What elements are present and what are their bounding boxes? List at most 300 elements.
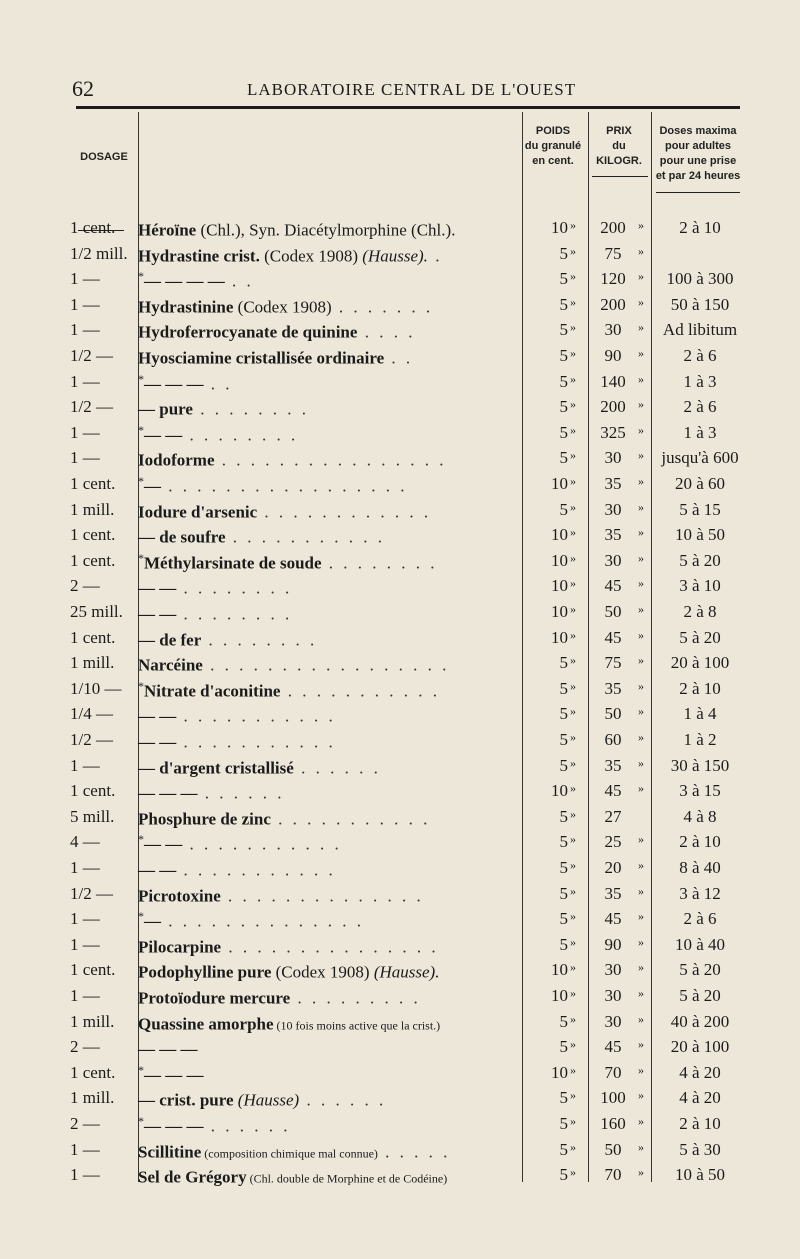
poids-cell: 5: [559, 1139, 568, 1159]
poids-ditto-mark: »: [570, 576, 576, 591]
table-row: [70, 218, 744, 244]
prix-ditto-mark: »: [638, 243, 644, 258]
product-name: — —: [144, 425, 183, 445]
product-name-cell: [138, 1037, 516, 1060]
poids-ditto-mark: »: [570, 243, 576, 258]
table-row: [70, 1088, 744, 1114]
product-name-cell: [138, 1088, 516, 1111]
poids-ditto-mark: »: [570, 806, 576, 821]
prix-cell: 200: [600, 218, 626, 237]
product-name-cell: [138, 1165, 516, 1188]
asterisk-mark: *: [138, 371, 144, 386]
leader-dots: . . . . . . . . . . .: [176, 732, 336, 752]
product-name: Hydrastine crist.: [138, 246, 260, 266]
leader-dots: . . . . . . .: [331, 297, 434, 317]
product-name-cell: [138, 525, 516, 548]
dosage-cell: 1 mill.: [70, 499, 115, 519]
dosage-cell: 1 cent.: [70, 781, 116, 801]
name-italic: (Hausse).: [373, 963, 440, 983]
table-row: [70, 909, 744, 935]
product-name-cell: [138, 679, 516, 702]
dosage-cell: 25 mill.: [70, 602, 123, 621]
prix-cell: 30: [604, 1011, 622, 1031]
poids-header-line1: POIDS: [535, 125, 571, 137]
product-name-cell: [138, 986, 516, 1009]
leader-dots: . . . . . . . .: [321, 553, 438, 573]
doses-cell: 30 à 150: [670, 755, 730, 775]
prix-cell: 45: [604, 909, 622, 929]
product-name: — — —: [144, 374, 204, 394]
dosage-cell: 2 —: [70, 1037, 100, 1057]
poids-cell: 5: [559, 269, 568, 289]
name-note: (composition chimique mal connue): [201, 1146, 378, 1161]
table-row: [70, 832, 744, 858]
doses-cell: 1 à 3: [683, 371, 717, 391]
poids-ditto-mark: »: [570, 320, 576, 335]
poids-ditto-mark: »: [570, 525, 576, 540]
dosage-cell: 1 —: [70, 909, 100, 929]
product-name-cell: [138, 269, 516, 292]
doses-cell: 3 à 10: [679, 576, 721, 596]
poids-cell: 5: [559, 294, 568, 314]
prix-cell: 30: [604, 960, 622, 980]
product-name-cell: [138, 960, 516, 983]
doses-cell: 2 à 6: [683, 909, 717, 929]
dosage-cell: 1/4 —: [70, 704, 113, 724]
product-name: — — —: [144, 1065, 204, 1085]
dosage-cell: 1/10 —: [70, 678, 122, 698]
asterisk-mark: *: [138, 269, 144, 284]
prix-ditto-mark: »: [638, 269, 644, 284]
asterisk-mark: *: [138, 678, 144, 693]
doses-cell: 20 à 60: [674, 474, 726, 493]
product-name-cell: [138, 448, 516, 471]
prix-cell: 70: [604, 1165, 622, 1185]
product-name: — — —: [138, 783, 198, 803]
dosage-cell: 2 —: [70, 576, 100, 596]
prix-cell: 200: [600, 397, 626, 417]
asterisk-mark: *: [138, 474, 144, 488]
prix-cell: 100: [600, 1088, 626, 1108]
doses-cell: 3 à 15: [679, 781, 721, 801]
table-row: [70, 244, 744, 270]
poids-ditto-mark: »: [570, 474, 576, 488]
prix-cell: 60: [604, 730, 622, 749]
doses-cell: 2 à 10: [679, 678, 721, 698]
prix-ditto-mark: »: [638, 576, 644, 591]
product-name-cell: [138, 500, 516, 523]
poids-cell: 5: [559, 371, 568, 391]
table-row: [70, 448, 744, 474]
dosage-cell: 1 —: [70, 448, 100, 468]
dosage-cell: 1 —: [70, 422, 100, 442]
column-header-doses: [652, 124, 744, 184]
poids-ditto-mark: »: [570, 730, 576, 744]
product-name-cell: [138, 653, 516, 676]
prix-ditto-mark: »: [638, 1139, 644, 1154]
poids-ditto-mark: »: [570, 602, 576, 616]
poids-ditto-mark: »: [570, 883, 576, 898]
dosage-cell: 2 —: [70, 1114, 100, 1133]
prix-cell: 45: [604, 781, 622, 801]
table-row: [70, 474, 744, 500]
doses-header-line2: pour adultes: [664, 140, 731, 152]
product-name: — —: [138, 579, 177, 599]
prix-ditto-mark: »: [638, 1088, 644, 1103]
doses-cell: 2 à 10: [679, 218, 721, 237]
poids-cell: 5: [559, 806, 568, 826]
prix-ditto-mark: »: [638, 858, 644, 872]
prix-ditto-mark: »: [638, 448, 644, 463]
prix-ditto-mark: »: [638, 525, 644, 540]
poids-cell: 10: [551, 474, 568, 493]
prix-header-line1: PRIX: [606, 125, 632, 137]
product-name: Scillitine: [138, 1142, 202, 1162]
poids-cell: 5: [559, 448, 568, 468]
product-name-cell: [138, 807, 516, 830]
dosage-cell: 1/2 —: [70, 883, 113, 903]
doses-header-line1: Doses maxima: [659, 125, 737, 137]
poids-ditto-mark: »: [570, 627, 576, 642]
product-name-cell: [138, 858, 516, 881]
product-name-cell: [138, 218, 516, 241]
table-row: [70, 500, 744, 526]
prix-ditto-mark: »: [638, 422, 644, 437]
poids-ditto-mark: »: [570, 1011, 576, 1026]
prix-cell: 30: [604, 320, 622, 340]
table-row: [70, 858, 744, 884]
dosage-cell: 1/2 —: [70, 346, 113, 365]
prix-ditto-mark: »: [638, 832, 644, 847]
poids-ditto-mark: »: [570, 832, 576, 847]
prix-cell: 200: [600, 294, 626, 314]
leader-dots: . . . . .: [377, 1142, 451, 1162]
product-name: — —: [144, 835, 183, 855]
table-row: [70, 320, 744, 346]
table-row: [70, 1037, 744, 1063]
poids-cell: 5: [559, 243, 568, 263]
product-name: Hyosciamine cristallisée ordinaire: [138, 348, 385, 368]
name-extra: (Codex 1908): [233, 297, 332, 317]
product-name-cell: [138, 551, 516, 574]
running-title: LABORATOIRE CENTRAL DE L'OUEST: [247, 80, 577, 99]
product-name: Sel de Grégory: [138, 1167, 247, 1187]
prix-ditto-mark: »: [638, 397, 644, 412]
table-row: [70, 1140, 744, 1166]
leader-dots: . .: [384, 348, 414, 368]
poids-ditto-mark: »: [570, 218, 576, 232]
page-header: [72, 74, 742, 104]
product-name: Narcéine: [138, 655, 203, 675]
prix-cell: 30: [604, 986, 622, 1005]
product-name: — de fer: [138, 630, 202, 650]
poids-ditto-mark: »: [570, 704, 576, 719]
doses-cell: 20 à 100: [670, 653, 730, 673]
product-name-cell: [138, 909, 516, 932]
table-row: [70, 295, 744, 321]
product-name-cell: [138, 372, 516, 395]
prix-ditto-mark: »: [638, 704, 644, 719]
product-name: — d'argent cristallisé: [138, 758, 294, 778]
product-name: — — —: [144, 1116, 204, 1136]
product-name: — —: [138, 604, 177, 624]
table-row: [70, 346, 744, 372]
product-name: Pilocarpine: [138, 937, 222, 957]
prix-cell: 50: [604, 704, 622, 724]
product-name-cell: [138, 602, 516, 625]
dosage-cell: 1 —: [70, 1139, 100, 1159]
product-name: —: [144, 476, 161, 496]
prix-cell: 90: [604, 346, 622, 365]
prix-cell: 27: [604, 806, 622, 826]
leader-dots: . .: [224, 271, 254, 291]
product-name: — — — —: [144, 271, 225, 291]
prix-ditto-mark: »: [638, 371, 644, 386]
doses-cell: 3 à 12: [679, 883, 721, 903]
table-row: [70, 372, 744, 398]
dosage-cell: 1 —: [70, 269, 100, 289]
doses-cell: 2 à 6: [683, 397, 717, 417]
prix-ditto-mark: »: [638, 781, 644, 796]
poids-cell: 5: [559, 422, 568, 442]
poids-cell: 5: [559, 704, 568, 724]
product-name-cell: [138, 474, 516, 497]
product-name-cell: [138, 1063, 516, 1086]
poids-cell: 10: [551, 550, 568, 570]
leader-dots: . . . . . . . . . . .: [270, 809, 431, 829]
dosage-cell: 1 cent.: [70, 627, 116, 647]
top-rule: [76, 106, 740, 109]
poids-cell: 5: [559, 730, 568, 749]
doses-header-line4: et par 24 heures: [655, 170, 741, 182]
dosage-cell: 1/2 —: [70, 397, 113, 417]
leader-dots: . . . . . . . . . . . .: [257, 502, 432, 522]
dosage-cell: 1 mill.: [70, 1088, 115, 1108]
product-name: — —: [138, 707, 177, 727]
prix-cell: 160: [600, 1114, 626, 1133]
table-row: [70, 1114, 744, 1140]
product-name: — — —: [138, 1039, 198, 1059]
leader-dots: . . . . . . . . . . .: [176, 860, 336, 880]
poids-cell: 10: [551, 525, 568, 545]
doses-cell: 2 à 10: [679, 832, 721, 852]
product-name: —: [144, 911, 161, 931]
prix-ditto-mark: »: [638, 550, 644, 565]
product-name-cell: [138, 704, 516, 727]
table-row: [70, 602, 744, 628]
dosage-cell: 1 —: [70, 934, 100, 954]
asterisk-mark: *: [138, 1062, 144, 1077]
name-italic: (Hausse).: [362, 246, 428, 266]
product-name-cell: [138, 935, 516, 958]
leader-dots: . . . . . .: [299, 1091, 387, 1111]
poids-cell: 5: [559, 934, 568, 954]
table-row: [70, 730, 744, 756]
prix-cell: 45: [604, 1037, 622, 1057]
prix-ditto-mark: »: [638, 934, 644, 949]
dosage-cell: 1 cent.: [70, 525, 116, 545]
dosage-header-label: DOSAGE: [80, 151, 128, 163]
poids-ditto-mark: »: [570, 448, 576, 463]
prix-ditto-mark: »: [638, 320, 644, 335]
asterisk-mark: *: [138, 1114, 144, 1128]
prix-ditto-mark: »: [638, 1011, 644, 1026]
product-name: Protoïodure mercure: [138, 988, 291, 1008]
doses-cell: 10 à 40: [674, 934, 726, 954]
doses-cell: 8 à 40: [679, 858, 721, 877]
leader-dots: . . . . . . . . . . . . . . . .: [214, 451, 447, 471]
product-name: — —: [138, 732, 177, 752]
page-number: 62: [72, 76, 94, 101]
leader-dots: . . . . . . . . . . .: [225, 527, 386, 547]
prix-ditto-mark: »: [638, 1062, 644, 1077]
product-name: — de soufre: [138, 527, 226, 547]
poids-ditto-mark: »: [570, 269, 576, 284]
doses-cell: 100 à 300: [666, 269, 734, 289]
poids-ditto-mark: »: [570, 1088, 576, 1103]
prix-ditto-mark: »: [638, 294, 644, 309]
doses-cell: 4 à 20: [679, 1062, 721, 1082]
table-row: [70, 884, 744, 910]
prix-cell: 90: [604, 934, 622, 954]
dosage-cell: 1 —: [70, 858, 100, 877]
poids-cell: 5: [559, 499, 568, 519]
prix-ditto-mark: »: [638, 218, 644, 232]
leader-dots: . . . . . . . . . . . . . . . . .: [202, 655, 450, 675]
product-name: Hydroferrocyanate de quinine: [138, 323, 358, 343]
poids-cell: 5: [559, 678, 568, 698]
prix-cell: 75: [604, 653, 622, 673]
poids-ditto-mark: »: [570, 294, 576, 309]
leader-dots: . . . . . . . . . . . . . .: [161, 911, 364, 931]
name-extra: (Codex 1908): [259, 246, 363, 266]
prix-ditto-mark: »: [638, 986, 644, 1000]
poids-ditto-mark: »: [570, 397, 576, 412]
product-name: Hydrastinine: [138, 297, 234, 317]
prix-cell: 30: [604, 448, 622, 468]
doses-cell: 50 à 150: [670, 294, 730, 314]
doses-cell: 20 à 100: [670, 1037, 730, 1057]
table-row: [70, 704, 744, 730]
product-name-cell: [138, 781, 516, 804]
product-name-cell: [138, 295, 516, 318]
doses-cell: 5 à 15: [679, 499, 721, 519]
poids-header-line2: du granulé: [524, 140, 582, 152]
poids-ditto-mark: »: [570, 371, 576, 386]
dosage-cell: 1 —: [70, 371, 100, 391]
prix-cell: 30: [604, 550, 622, 570]
product-name-cell: [138, 628, 516, 651]
prix-cell: 35: [604, 474, 622, 493]
product-name-cell: [138, 320, 516, 343]
doses-cell: 1 à 3: [683, 422, 717, 442]
poids-cell: 10: [551, 602, 568, 621]
leader-dots: . . . . . .: [203, 1116, 291, 1136]
product-name: — crist. pure: [138, 1091, 234, 1111]
leader-dots: . . . . . . . .: [182, 425, 299, 445]
prix-ditto-mark: »: [638, 909, 644, 924]
poids-header-line3: en cent.: [532, 155, 574, 167]
asterisk-mark: *: [138, 909, 144, 924]
doses-underline: [656, 192, 740, 193]
poids-ditto-mark: »: [570, 755, 576, 770]
product-name: Quassine amorphe: [138, 1014, 274, 1034]
doses-cell: 5 à 30: [679, 1139, 721, 1159]
prix-cell: 35: [604, 883, 622, 903]
poids-cell: 5: [559, 909, 568, 929]
name-italic: (Hausse): [237, 1091, 300, 1111]
prix-ditto-mark: »: [638, 730, 644, 744]
prix-header-line3: KILOGR.: [596, 155, 642, 167]
prix-cell: 50: [604, 1139, 622, 1159]
product-name-cell: [138, 832, 516, 855]
poids-cell: 5: [559, 755, 568, 775]
prix-cell: 50: [604, 602, 622, 621]
prix-ditto-mark: »: [638, 499, 644, 514]
product-name-cell: [138, 1012, 516, 1035]
prix-cell: 70: [604, 1062, 622, 1082]
dosage-cell: 1 cent.: [70, 960, 116, 980]
dosage-cell: 1 cent.: [70, 550, 116, 570]
leader-dots: . . . . . .: [197, 783, 285, 803]
poids-cell: 10: [551, 627, 568, 647]
doses-cell: 5 à 20: [679, 627, 721, 647]
leader-dots: . . . . . . . .: [192, 399, 309, 419]
prix-ditto-mark: »: [638, 960, 644, 975]
poids-ditto-mark: »: [570, 1165, 576, 1180]
prix-ditto-mark: »: [638, 474, 644, 488]
dosage-cell: 1 —: [70, 294, 100, 314]
poids-ditto-mark: »: [570, 346, 576, 360]
table-row: [70, 1012, 744, 1038]
product-name: Podophylline pure: [138, 963, 272, 983]
prix-ditto-mark: »: [638, 883, 644, 898]
product-name-cell: [138, 576, 516, 599]
product-name-cell: [138, 423, 516, 446]
dosage-cell: 1/2 mill.: [70, 243, 128, 263]
poids-ditto-mark: »: [570, 1037, 576, 1052]
table-row: [70, 935, 744, 961]
product-name-cell: [138, 884, 516, 907]
table-row: [70, 525, 744, 551]
product-name: Héroïne: [138, 220, 197, 240]
doses-header-line3: pour une prise: [659, 155, 737, 167]
poids-cell: 10: [551, 1062, 568, 1082]
prix-cell: 35: [604, 525, 622, 545]
prix-header-line2: du: [612, 140, 626, 152]
prix-cell: 120: [600, 269, 626, 289]
name-extra: (Codex 1908): [271, 963, 374, 983]
column-header-prix: [588, 124, 650, 169]
prix-ditto-mark: »: [638, 1037, 644, 1052]
leader-dots: . . . .: [357, 323, 416, 343]
poids-ditto-mark: »: [570, 499, 576, 514]
leader-dots: . . . . . . . . . . . . . . . . .: [161, 476, 408, 496]
dosage-cell: 1 mill.: [70, 1011, 115, 1031]
doses-cell: 1 à 2: [683, 730, 717, 749]
product-name-cell: [138, 346, 516, 369]
prix-underline: [592, 176, 648, 177]
table-row: [70, 423, 744, 449]
dosage-cell: 4 —: [70, 832, 100, 852]
poids-cell: 5: [559, 858, 568, 877]
poids-ditto-mark: »: [570, 1139, 576, 1154]
product-name: Méthylarsinate de soude: [144, 553, 322, 573]
prix-cell: 140: [600, 371, 626, 391]
poids-cell: 5: [559, 346, 568, 365]
poids-cell: 5: [559, 832, 568, 852]
dosage-cell: 5 mill.: [70, 806, 115, 826]
